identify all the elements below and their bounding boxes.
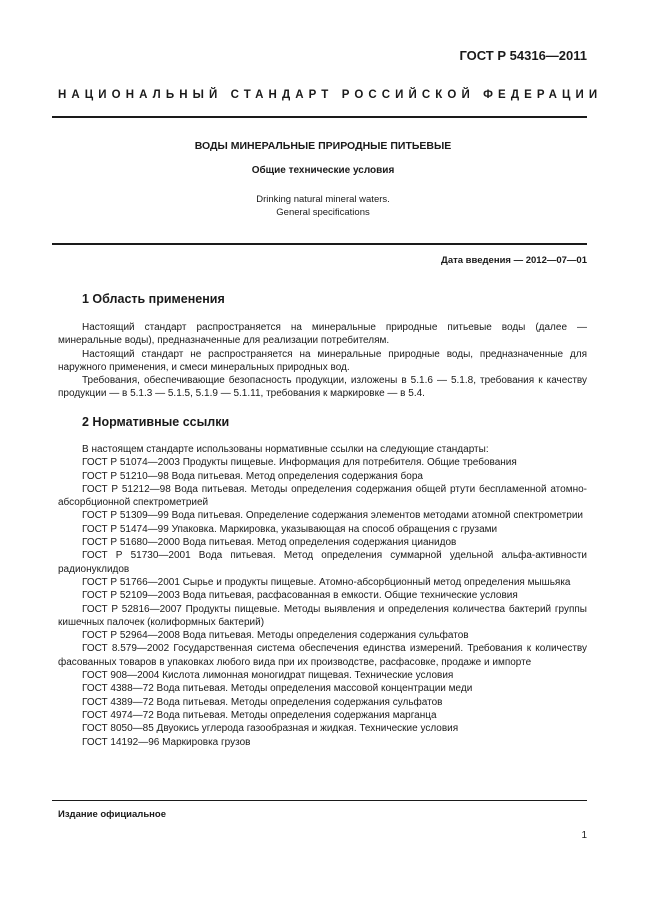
reference-line: ГОСТ Р 51074—2003 Продукты пищевые. Информация для потребителя. Общие требования — [82, 457, 517, 469]
section-1-paragraph: Требования, обеспечивающие безопасность продукции, изложены в 5.1.6 — 5.1.8, требования к качеству продукции — в 5.1.3 — 5.1.5, 5.1.9 — 5.1.11, требования к маркировке — в 5.4. — [58, 375, 587, 400]
reference-line: ГОСТ Р 51766—2001 Сырье и продукты пищевые. Атомно-абсорбционный метод определения мышьяка — [82, 576, 571, 588]
english-title — [0, 193, 646, 219]
introduction-date: Дата введения — 2012—07—01 — [441, 255, 587, 266]
national-standard-banner: НАЦИОНАЛЬНЫЙ СТАНДАРТ РОССИЙСКОЙ ФЕДЕРАЦИИ — [58, 89, 603, 101]
reference-line: ГОСТ Р 51730—2001 Вода питьевая. Метод определения суммарной удельной альфа-активности радионуклидов — [58, 550, 587, 575]
reference-line: ГОСТ 908—2004 Кислота лимонная моногидрат пищевая. Технические условия — [82, 670, 454, 682]
document-subtitle: Общие технические условия — [251, 165, 395, 176]
reference-line: ГОСТ Р 51309—99 Вода питьевая. Определение содержания элементов методами атомной спектрометрии — [82, 510, 583, 522]
document-title: ВОДЫ МИНЕРАЛЬНЫЕ ПРИРОДНЫЕ ПИТЬЕВЫЕ — [194, 140, 452, 152]
reference-line: ГОСТ 4389—72 Вода питьевая. Методы определения содержания сульфатов — [82, 696, 443, 708]
gost-code: ГОСТ Р 54316—2011 — [459, 48, 587, 63]
english-title-line-2: General specifications — [276, 207, 370, 218]
reference-line: ГОСТ 8050—85 Двуокись углерода газообразная и жидкая. Технические условия — [82, 723, 459, 735]
section-1-paragraph: Настоящий стандарт распространяется на минеральные природные питьевые воды (далее — минеральные воды), предназначенные для реализации потребителям. — [58, 322, 587, 347]
header-rule — [52, 116, 587, 118]
reference-line: ГОСТ 14192—96 Маркировка грузов — [82, 736, 251, 748]
reference-line: ГОСТ Р 51680—2000 Вода питьевая. Метод определения содержания цианидов — [82, 537, 457, 549]
reference-line: ГОСТ 8.579—2002 Государственная система обеспечения единства измерений. Требования к количеству фасованных товаров в упаковках любого вида при их производстве, расфасовке, продаже и импорте — [58, 643, 587, 668]
reference-line: ГОСТ Р 51212—98 Вода питьевая. Методы определения содержания общей ртути беспламенной атомно-абсорбционной спектрометрией — [58, 483, 587, 509]
reference-line: ГОСТ 4388—72 Вода питьевая. Методы определения массовой концентрации меди — [82, 683, 473, 695]
section-1-body — [58, 321, 587, 401]
footer-rule — [52, 800, 587, 801]
reference-line: ГОСТ Р 52109—2003 Вода питьевая, расфасованная в емкости. Общие технические условия — [82, 590, 518, 602]
section-1-heading: 1 Область применения — [82, 292, 225, 306]
reference-line: ГОСТ Р 52964—2008 Вода питьевая. Методы определения содержания сульфатов — [82, 630, 469, 642]
reference-line: ГОСТ Р 51474—99 Упаковка. Маркировка, указывающая на способ обращения с грузами — [82, 523, 498, 535]
english-title-line-1: Drinking natural mineral waters. — [256, 194, 390, 205]
section-1-paragraph: Настоящий стандарт не распространяется на минеральные природные воды, предназначенные для наружного применения, и смеси минеральных природных вод. — [58, 348, 587, 373]
reference-line: ГОСТ Р 52816—2007 Продукты пищевые. Методы выявления и определения количества бактерий группы кишечных палочек (колиформных бактерий) — [58, 603, 587, 628]
page-number: 1 — [581, 830, 587, 841]
reference-line: В настоящем стандарте использованы нормативные ссылки на следующие стандарты: — [82, 444, 489, 455]
section-2-body — [58, 443, 587, 749]
reference-line: ГОСТ Р 51210—98 Вода питьевая. Метод определения содержания бора — [82, 470, 423, 482]
edition-label: Издание официальное — [58, 809, 166, 820]
section-2-heading: 2 Нормативные ссылки — [82, 415, 230, 429]
title-rule — [52, 243, 587, 245]
reference-line: ГОСТ 4974—72 Вода питьевая. Методы определения содержания марганца — [82, 709, 437, 721]
